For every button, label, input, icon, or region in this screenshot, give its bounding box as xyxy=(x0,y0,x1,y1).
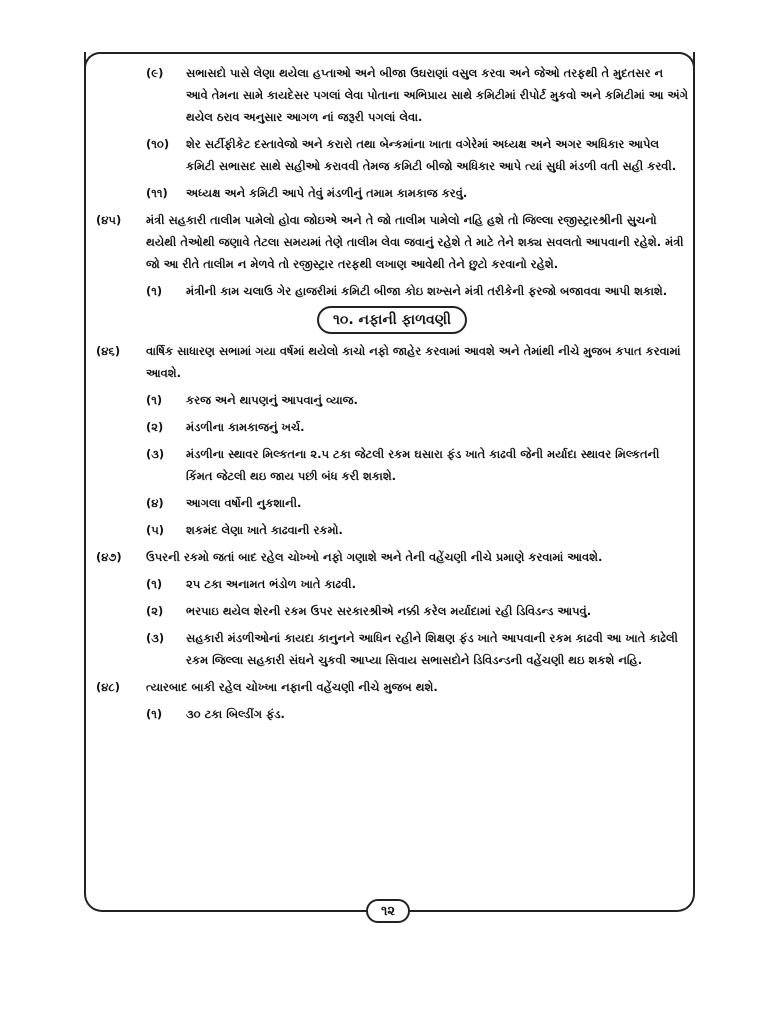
clause-text: ત્યારબાદ બાકી રહેલ ચોખ્ખા નફાની વહેંચણી નીચે મુજબ થશે. xyxy=(146,680,438,694)
clause-number: (૪૮) xyxy=(96,680,120,694)
item-number: (૧૦) xyxy=(146,137,170,151)
item-number: (૪) xyxy=(146,496,164,510)
item-number: (૩) xyxy=(146,447,165,461)
item-text: મંડળીના સ્થાવર મિલ્કતના ૨.૫ ટકા જેટલી રકમ ઘસારા ફંડ ખાતે કાઢવી જેની મર્યાદા સ્થાવર મિલ્કતની કિંમત જેટલી થઇ જાય પછી બંધ કરી શકાશે. xyxy=(186,447,660,483)
list-item xyxy=(96,573,688,595)
clause xyxy=(96,340,688,384)
list-item xyxy=(96,600,688,622)
list-item xyxy=(96,703,688,725)
clause-number: (૪૬) xyxy=(96,344,121,358)
document-body xyxy=(96,62,688,725)
section-heading-wrap xyxy=(96,306,688,334)
item-number: (૫) xyxy=(146,523,165,537)
item-number: (૨) xyxy=(146,604,164,618)
list-item xyxy=(96,492,688,514)
list-item xyxy=(96,443,688,487)
list-item xyxy=(96,133,688,177)
item-number: (૧) xyxy=(146,393,163,407)
item-text: સહકારી મંડળીઓનાં કાયદા કાનુનને આધિન રહીને શિક્ષણ ફંડ ખાતે આપવાની રકમ કાઢવી આ ખાતે કાઢેલી રકમ જિલ્લા સહકારી સંઘને ચુકવી આપ્યા સિવાય સભાસદોને ડિવિડન્ડની વહેંચણી થઇ શકશે નહિ. xyxy=(186,631,678,667)
item-number: (૧) xyxy=(146,284,163,298)
item-text: શકમંદ લેણા ખાતે કાઢવાની રકમો. xyxy=(186,523,343,537)
clause-text: વાર્ષિક સાધારણ સભામાં ગયા વર્ષમાં થયેલો કાચો નફો જાહેર કરવામાં આવશે અને તેમાંથી નીચે મુજબ કપાત કરવામાં આવશે. xyxy=(146,344,681,380)
item-text: અધ્યક્ષ અને કમિટી આપે તેવું મંડળીનું તમામ કામકાજ કરવું. xyxy=(186,186,468,200)
item-text: મંડળીના કામકાજનું ખર્ચ. xyxy=(186,420,305,434)
item-text: કરજ અને થાપણનું આપવાનું વ્યાજ. xyxy=(186,393,358,407)
item-number: (૨) xyxy=(146,420,164,434)
item-number: (૯) xyxy=(146,66,164,80)
item-text: મંત્રીની કામ ચલાઉ ગેર હાજરીમાં કમિટી બીજા કોઇ શખ્સને મંત્રી તરીકેની ફરજો બજાવવા આપી શકાશે. xyxy=(186,284,668,298)
item-number: (૧) xyxy=(146,707,163,721)
list-item xyxy=(96,627,688,671)
item-text: ૩૦ ટકા બિલ્ડીંગ ફંડ. xyxy=(186,707,285,721)
list-item xyxy=(96,62,688,128)
clause xyxy=(96,546,688,568)
clause xyxy=(96,676,688,698)
list-item xyxy=(96,182,688,204)
clause-number: (૪૭) xyxy=(96,550,122,564)
item-text: શેર સર્ટીફીકેટ દસ્તાવેજો અને કરારો તથા બેન્કમાંના ખાતા વગેરેમાં અધ્યક્ષ અને અગર અધિકાર આપેલ કમિટી સભાસદ સાથે સહીઓ કરાવવી તેમજ કમિટી બીજો અધિકાર આપે ત્યાં સુધી મંડળી વતી સહી કરવી. xyxy=(186,137,677,173)
list-item xyxy=(96,280,688,302)
item-text: ભરપાઇ થયેલ શેરની રકમ ઉપર સરકારશ્રીએ નક્કી કરેલ મર્યાદામાં રહી ડિવિડન્ડ આપવું. xyxy=(186,604,592,618)
page-number: ૧૨ xyxy=(366,899,410,923)
clause-text: ઉપરની રકમો જતાં બાદ રહેલ ચોખ્ખો નફો ગણાશે અને તેની વહેંચણી નીચે પ્રમાણે કરવામાં આવશે. xyxy=(146,550,603,564)
item-text: ૨૫ ટકા અનામત ભંડોળ ખાતે કાઢવી. xyxy=(186,577,356,591)
clause-text: મંત્રી સહકારી તાલીમ પામેલો હોવા જોઇએ અને તે જો તાલીમ પામેલો નહિ હશે તો જિલ્લા રજીસ્ટ્રારશ્રીની સુચનો થયેથી તેઓથી જણાવે તેટલા સમયમાં તેણે તાલીમ લેવા જવાનું રહેશે તે માટે તેને શક્ય સવલતો આપવાની રહેશે. મંત્રી જો આ રીતે તાલીમ ન મેળવે તો રજીસ્ટ્રાર તરફથી લખાણ આવેથી તેને છુટો કરવાનો રહેશે. xyxy=(146,213,684,271)
list-item xyxy=(96,389,688,411)
item-number: (૧) xyxy=(146,577,163,591)
item-text: આગલા વર્ષોની નુકશાની. xyxy=(186,496,302,510)
list-item xyxy=(96,519,688,541)
list-item xyxy=(96,416,688,438)
item-number: (૩) xyxy=(146,631,165,645)
item-number: (૧૧) xyxy=(146,186,168,200)
item-text: સભાસદો પાસે લેણા થયેલા હપ્તાઓ અને બીજા ઉઘરાણાં વસુલ કરવા અને જેઓ તરફથી તે મુદતસર ન આવે તેમના સામે કાયદેસર પગલાં લેવા પોતાના અભિપ્રાય સાથે કમિટીમાં રીપોર્ટ મુકવો અને કમિટીમાં આ અંગે થયેલ ઠરાવ અનુસાર આગળ નાં જરૂરી પગલાં લેવા. xyxy=(186,66,688,124)
clause xyxy=(96,209,688,275)
section-heading: ૧૦. નફાની ફાળવણી xyxy=(317,306,467,334)
clause-number: (૪૫) xyxy=(96,213,122,227)
